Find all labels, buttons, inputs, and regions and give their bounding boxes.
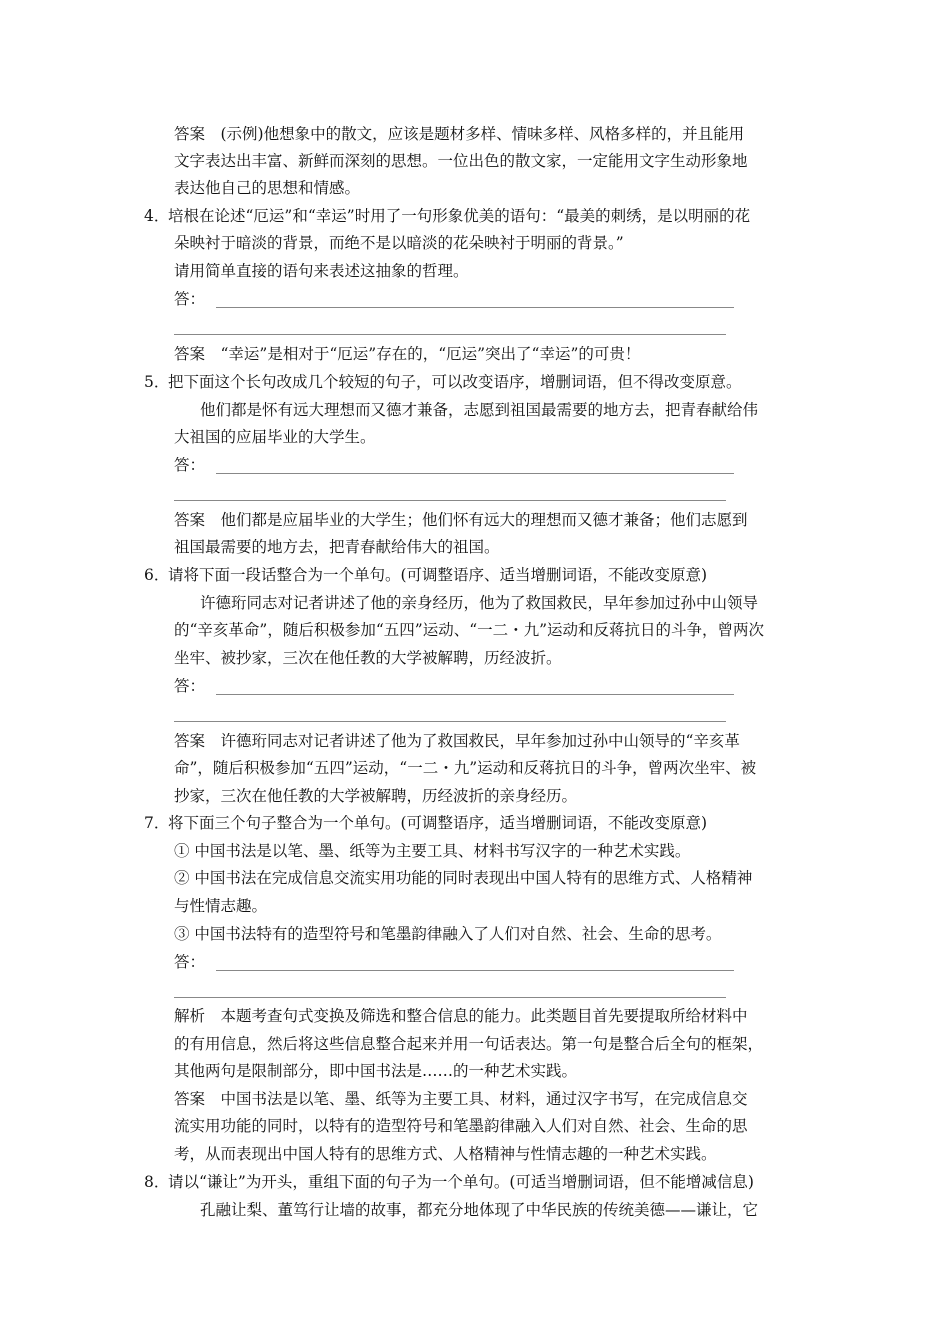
q6-text-line: 坐牢、被抄家，三次在他任教的大学被解聘，历经波折。 bbox=[174, 649, 562, 667]
q6-text-line: 的“辛亥革命”，随后积极参加“五四”运动、“一二・九”运动和反蒋抗日的斗争，曾两次 bbox=[174, 621, 765, 639]
answer-label: 答： bbox=[174, 677, 206, 695]
q6-answer-line: 命”，随后积极参加“五四”运动，“一二・九”运动和反蒋抗日的斗争，曾两次坐牢、被 bbox=[174, 759, 757, 777]
q5-text-line: 他们都是怀有远大理想而又德才兼备，志愿到祖国最需要的地方去，把青春献给伟 bbox=[200, 401, 759, 419]
question-number: 4． bbox=[144, 207, 170, 225]
answer-blank-line bbox=[174, 334, 726, 335]
q6-answer-line: 抄家，三次在他任教的大学被解聘，历经波折的亲身经历。 bbox=[174, 787, 578, 805]
q3-answer-line: 文字表达出丰富、新鲜而深刻的思想。一位出色的散文家，一定能用文字生动形象地 bbox=[174, 152, 748, 170]
q5-answer-line: 答案 他们都是应届毕业的大学生；他们怀有远大的理想而又德才兼备；他们志愿到 bbox=[174, 511, 748, 529]
q7-item: 与性情志趣。 bbox=[174, 897, 268, 915]
q4-answer: 答案 “幸运”是相对于“厄运”存在的，“厄运”突出了“幸运”的可贵！ bbox=[174, 345, 641, 363]
answer-blank-line bbox=[174, 997, 726, 998]
answer-blank-line bbox=[174, 721, 726, 722]
answer-blank-line bbox=[216, 694, 734, 695]
q7-item: ① 中国书法是以笔、墨、纸等为主要工具、材料书写汉字的一种艺术实践。 bbox=[174, 842, 691, 860]
q6-text-line: 许德珩同志对记者讲述了他的亲身经历，他为了救国救民，早年参加过孙中山领导 bbox=[200, 594, 759, 612]
question-number: 6． bbox=[144, 566, 170, 584]
q7-answer-line: 考，从而表现出中国人特有的思维方式、人格精神与性情志趣的一种艺术实践。 bbox=[174, 1145, 717, 1163]
q7-answer-line: 答案 中国书法是以笔、墨、纸等为主要工具、材料，通过汉字书写，在完成信息交 bbox=[174, 1090, 748, 1108]
answer-label: 答： bbox=[174, 456, 206, 474]
q3-answer-line: 答案 (示例)他想象中的散文，应该是题材多样、情味多样、风格多样的，并且能用 bbox=[174, 125, 745, 143]
q7-prompt: 将下面三个句子整合为一个单句。(可调整语序，适当增删词语，不能改变原意) bbox=[168, 814, 708, 832]
q7-answer-line: 流实用功能的同时，以特有的造型符号和笔墨韵律融入人们对自然、社会、生命的思 bbox=[174, 1117, 748, 1135]
q7-analysis-line: 其他两句是限制部分，即中国书法是……的一种艺术实践。 bbox=[174, 1062, 578, 1080]
q8-prompt: 请以“谦让”为开头，重组下面的句子为一个单句。(可适当增删词语，但不能增减信息) bbox=[168, 1173, 754, 1191]
answer-label: 答： bbox=[174, 953, 206, 971]
answer-blank-line bbox=[216, 970, 734, 971]
q8-text-line: 孔融让梨、董笃行让墙的故事，都充分地体现了中华民族的传统美德——谦让，它 bbox=[200, 1201, 759, 1219]
answer-blank-line bbox=[216, 307, 734, 308]
q6-answer-line: 答案 许德珩同志对记者讲述了他为了救国救民，早年参加过孙中山领导的“辛亥革 bbox=[174, 732, 740, 750]
answer-blank-line bbox=[216, 473, 734, 474]
q5-text-line: 大祖国的应届毕业的大学生。 bbox=[174, 428, 376, 446]
q6-prompt: 请将下面一段话整合为一个单句。(可调整语序、适当增删词语，不能改变原意) bbox=[168, 566, 708, 584]
answer-blank-line bbox=[174, 500, 726, 501]
q3-answer-line: 表达他自己的思想和情感。 bbox=[174, 179, 361, 197]
q7-item: ② 中国书法在完成信息交流实用功能的同时表现出中国人特有的思维方式、人格精神 bbox=[174, 869, 753, 887]
q4-text-line: 朵映衬于暗淡的背景，而绝不是以暗淡的花朵映衬于明丽的背景。” bbox=[174, 234, 624, 252]
question-number: 7． bbox=[144, 814, 170, 832]
q4-text-line: 培根在论述“厄运”和“幸运”时用了一句形象优美的语句：“最美的刺绣，是以明丽的花 bbox=[168, 207, 751, 225]
q4-text-line: 请用简单直接的语句来表述这抽象的哲理。 bbox=[174, 262, 469, 280]
question-number: 8． bbox=[144, 1173, 170, 1191]
q7-analysis-line: 解析 本题考查句式变换及筛选和整合信息的能力。此类题目首先要提取所给材料中 bbox=[174, 1007, 748, 1025]
q5-answer-line: 祖国最需要的地方去，把青春献给伟大的祖国。 bbox=[174, 538, 500, 556]
answer-label: 答： bbox=[174, 290, 206, 308]
q5-prompt: 把下面这个长句改成几个较短的句子，可以改变语序，增删词语，但不得改变原意。 bbox=[168, 373, 742, 391]
q7-item: ③ 中国书法特有的造型符号和笔墨韵律融入了人们对自然、社会、生命的思考。 bbox=[174, 925, 722, 943]
question-number: 5． bbox=[144, 373, 170, 391]
q7-analysis-line: 的有用信息，然后将这些信息整合起来并用一句话表达。第一句是整合后全句的框架， bbox=[174, 1035, 764, 1053]
